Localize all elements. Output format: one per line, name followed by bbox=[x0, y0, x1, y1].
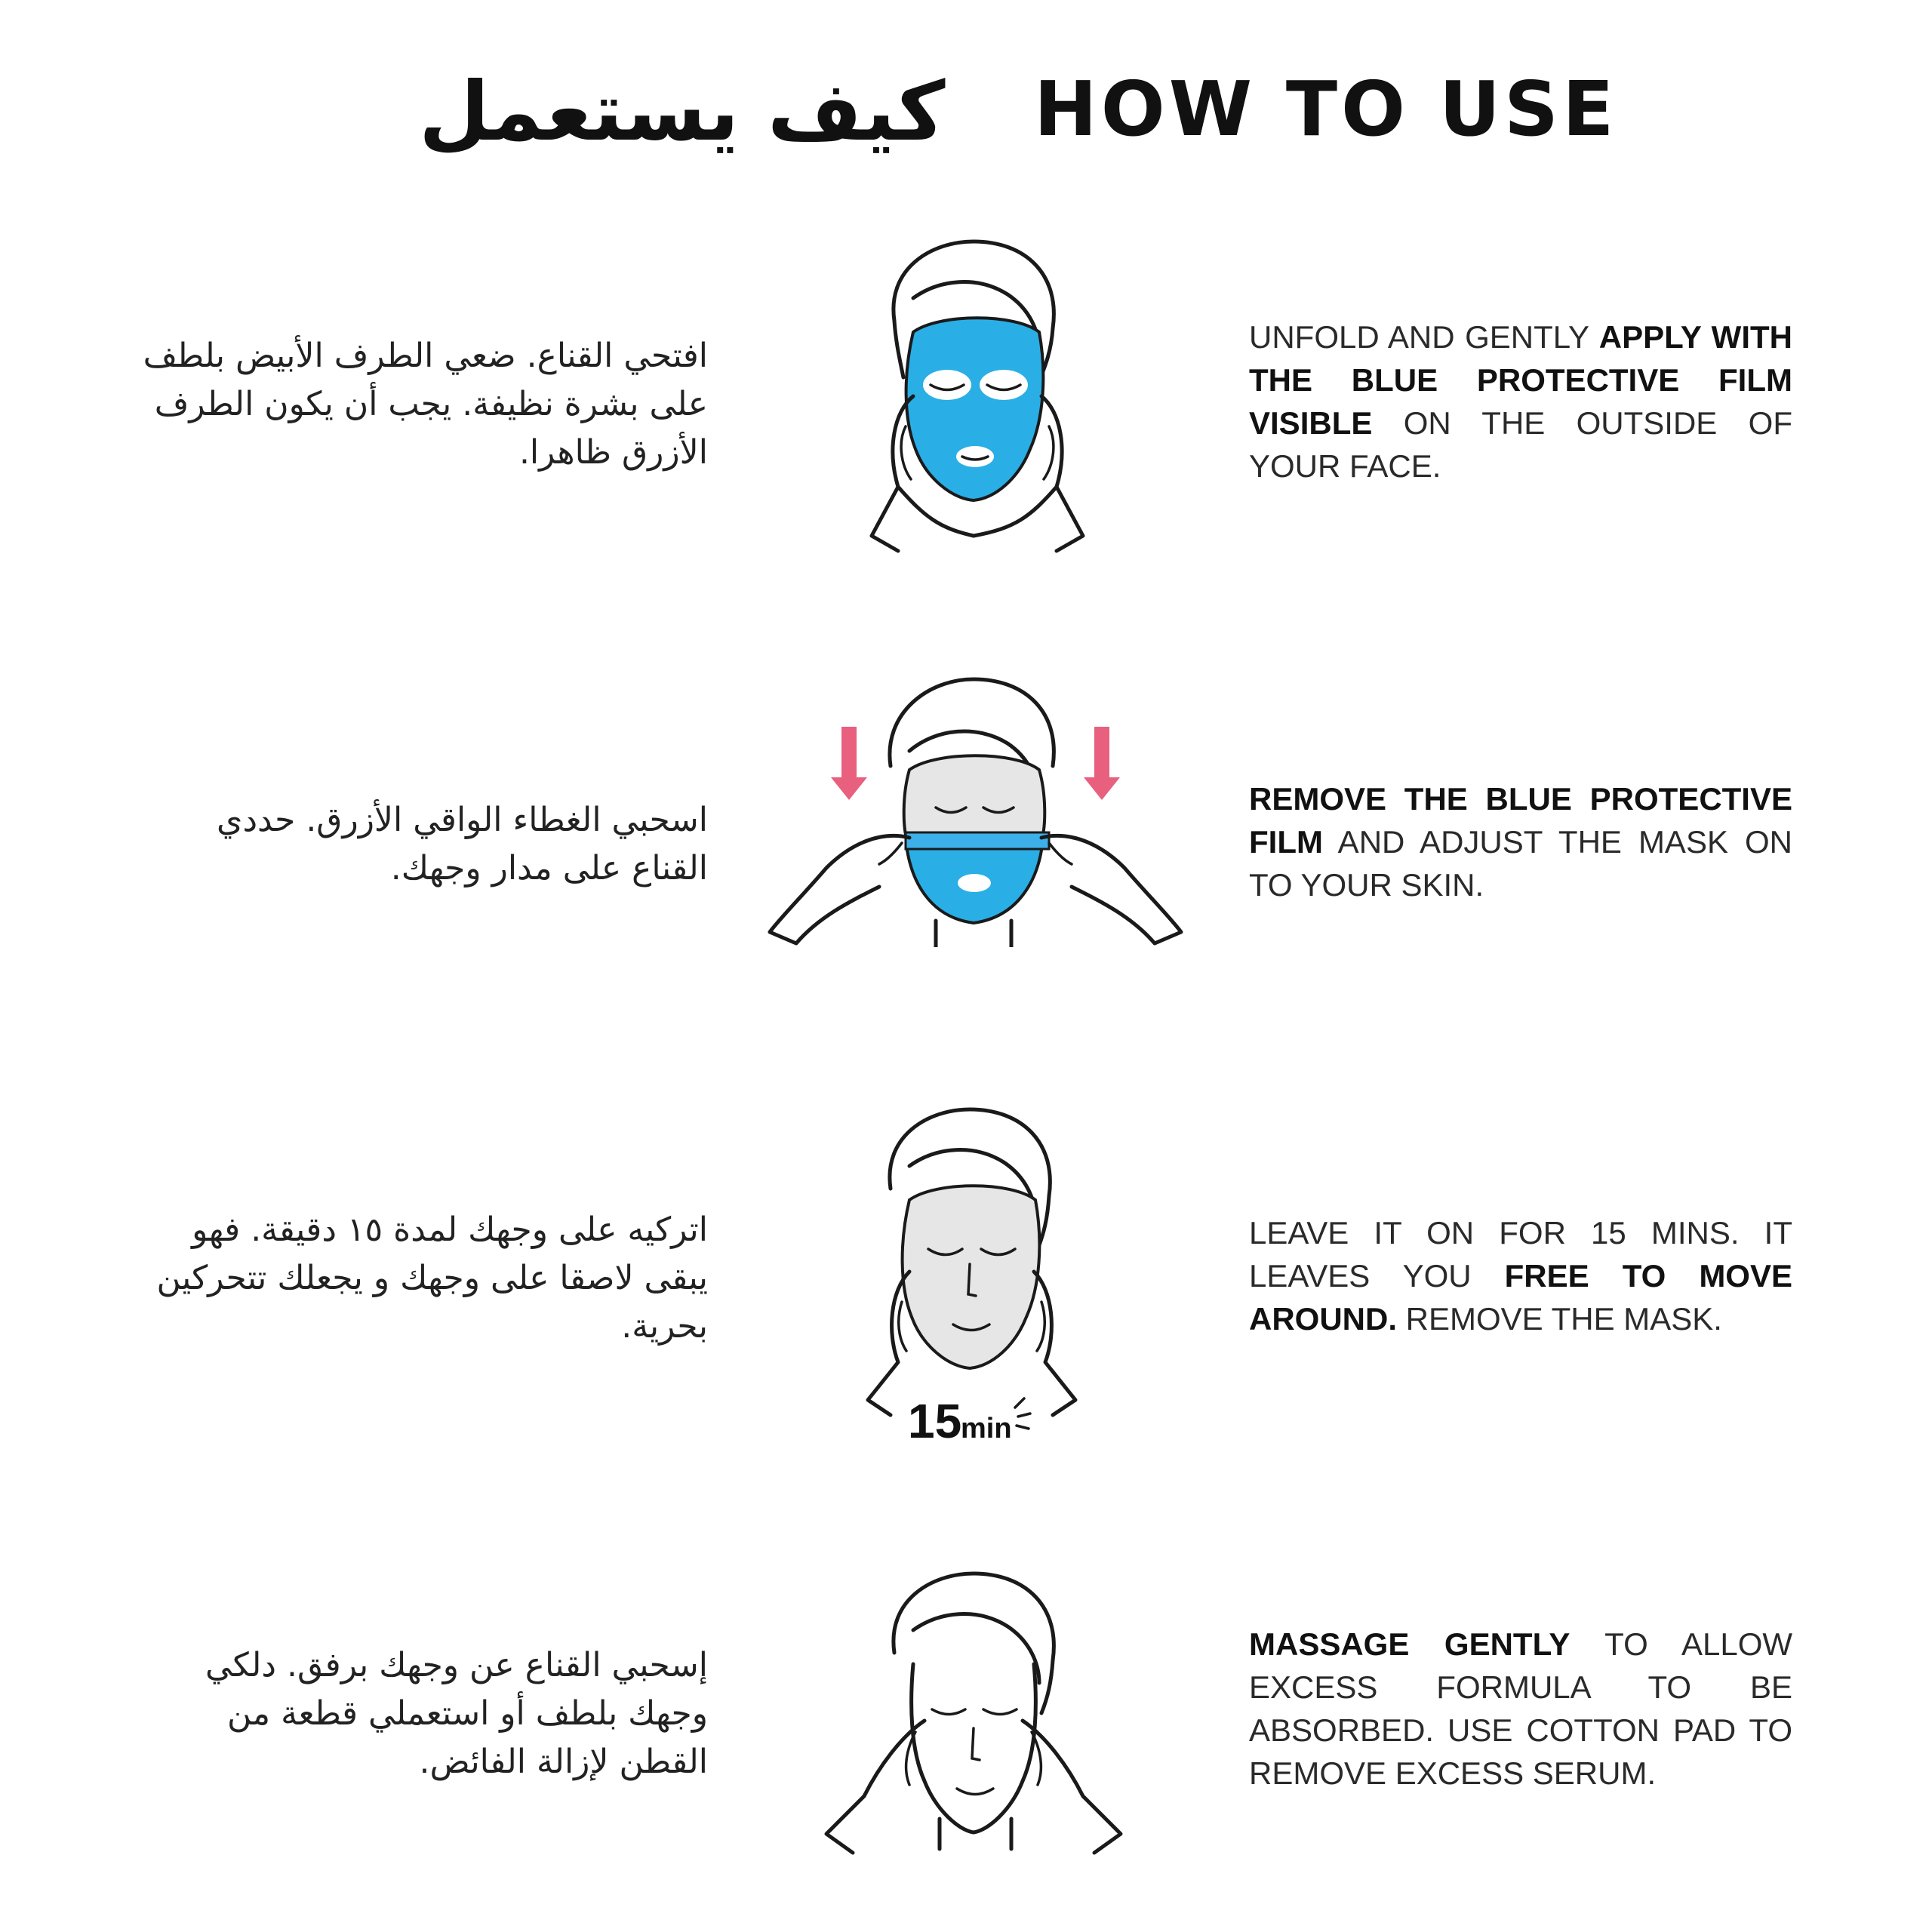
arrow-down-left-icon bbox=[831, 727, 867, 800]
blue-mask bbox=[906, 318, 1044, 500]
face-blue-mask-icon bbox=[841, 238, 1098, 562]
title-english: HOW TO USE bbox=[1034, 65, 1618, 153]
step-3-english-text: LEAVE IT ON FOR 15 MINS. IT LEAVES YOU FREE TO MOVE AROUND. REMOVE THE MASK. bbox=[1249, 1215, 1792, 1337]
step-2-arabic-text: اسحبي الغطاء الواقي الأزرق. حددي القناع على مدار وجهك. bbox=[217, 801, 708, 888]
timer-face-icon bbox=[857, 1106, 1091, 1445]
step-2-english-text: REMOVE THE BLUE PROTECTIVE FILM AND ADJUST THE MASK ON TO YOUR SKIN. bbox=[1249, 781, 1792, 903]
blue-film-strip bbox=[906, 832, 1049, 849]
timer-number: 15 bbox=[908, 1394, 962, 1445]
arrow-down-right-icon bbox=[1084, 727, 1120, 800]
step-4-english-text: MASSAGE GENTLY TO ALLOW EXCESS FORMULA TO BE ABSORBED. USE COTTON PAD TO REMOVE EXCESS SERUM. bbox=[1249, 1626, 1792, 1791]
timer-unit: min bbox=[961, 1413, 1012, 1444]
step-1-arabic-text: افتحي القناع. ضعي الطرف الأبيض بلطف على بشرة نظيفة. يجب أن يكون الطرف الأزرق ظاهرا. bbox=[143, 337, 708, 472]
title-arabic: كيف يستعمل bbox=[419, 65, 946, 159]
step-1-english-text: UNFOLD AND GENTLY APPLY WITH THE BLUE PROTECTIVE FILM VISIBLE ON THE OUTSIDE OF YOUR FACE. bbox=[1249, 319, 1792, 484]
step-4-arabic-text: إسحبي القناع عن وجهك برفق. دلكي وجهك بلطف أو استعملي قطعة من القطن لإزالة الفائض. bbox=[205, 1646, 708, 1781]
massage-face-icon bbox=[819, 1570, 1128, 1857]
step-3-arabic-text: اتركيه على وجهك لمدة ١٥ دقيقة. فهو يبقى لاصقا على وجهك و يجعلك تتحركين بحرية. bbox=[156, 1211, 708, 1346]
remove-film-icon bbox=[766, 675, 1189, 947]
